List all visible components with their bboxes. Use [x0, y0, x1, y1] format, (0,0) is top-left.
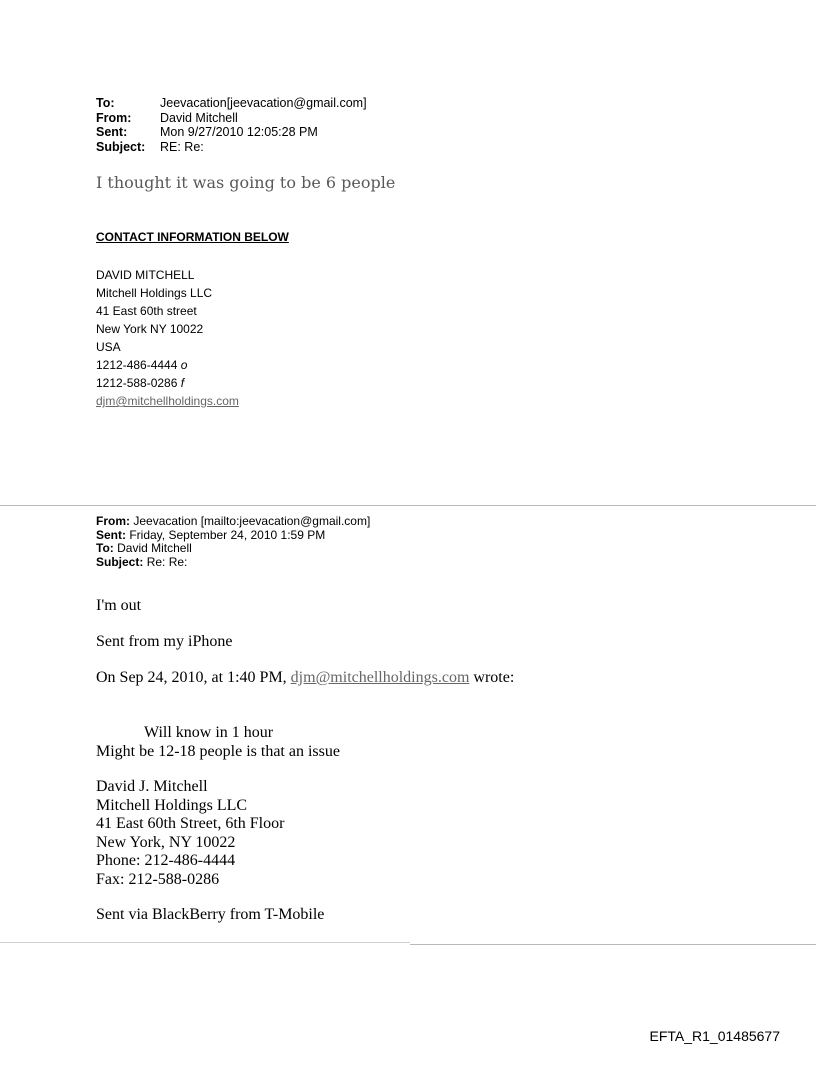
quote-email-link[interactable]: djm@mitchellholdings.com [290, 669, 470, 686]
quoted-line-1: Will know in 1 hour [144, 724, 274, 741]
sig-city: New York, NY 10022 [96, 833, 236, 851]
contact-fax-suffix: f [180, 376, 185, 390]
fwd-subject-label: Subject: [96, 554, 144, 569]
sent-label: Sent: [96, 125, 128, 139]
contact-phone-line [96, 356, 239, 374]
sig-phone: Phone: 212-486-4444 [96, 852, 236, 869]
fwd-to-value: David Mitchell [117, 541, 192, 555]
fwd-sent-value: Friday, September 24, 2010 1:59 PM [129, 527, 326, 542]
contact-street: 41 East 60th street [96, 304, 197, 318]
reply-line-2: Sent from my iPhone [96, 633, 233, 650]
subject-label: Subject: [96, 139, 146, 154]
contact-fax-line [96, 374, 239, 392]
contact-title: CONTACT INFORMATION BELOW [96, 230, 289, 244]
to-label: To: [96, 96, 115, 110]
sig-fax: Fax: 212-588-0286 [96, 870, 220, 888]
sent-via: Sent via BlackBerry from T-Mobile [96, 906, 325, 923]
contact-name: DAVID MITCHELL [96, 268, 195, 282]
divider [0, 505, 816, 506]
divider-bottom-right [410, 944, 816, 945]
quote-suffix: wrote: [469, 669, 515, 686]
fwd-subject-value: Re: Re: [146, 554, 188, 569]
quoted-message [96, 724, 340, 761]
to-value: Jeevacation[jeevacation@gmail.com] [160, 96, 367, 110]
header-sent-row [96, 125, 367, 140]
fwd-subject-row [96, 556, 370, 570]
header-to-row [96, 96, 367, 111]
from-label: From: [96, 110, 132, 125]
fwd-sent-label: Sent: [96, 527, 126, 542]
subject-value: RE: Re: [160, 139, 204, 154]
email-header [96, 96, 367, 154]
fwd-sent-row [96, 529, 370, 543]
fwd-to-row [96, 542, 370, 556]
quote-intro [96, 669, 514, 687]
contact-phone: 1212-486-4444 [96, 358, 178, 372]
sent-value: Mon 9/27/2010 12:05:28 PM [160, 125, 318, 139]
forwarded-header [96, 515, 370, 569]
contact-company: Mitchell Holdings LLC [96, 286, 213, 300]
sig-street: 41 East 60th Street, 6th Floor [96, 815, 285, 832]
contact-city: New York NY 10022 [96, 322, 204, 336]
contact-fax: 1212-588-0286 [96, 376, 178, 390]
sig-company: Mitchell Holdings LLC [96, 796, 248, 814]
contact-email-line [96, 392, 239, 410]
from-value: David Mitchell [160, 110, 238, 125]
header-subject-row [96, 140, 367, 155]
fwd-from-label: From: [96, 514, 130, 528]
quote-prefix: On Sep 24, 2010, at 1:40 PM, [96, 669, 291, 686]
contact-country: USA [96, 340, 121, 354]
quoted-signature [96, 778, 284, 889]
reply-line-1: I'm out [96, 597, 142, 614]
fwd-from-row [96, 515, 370, 529]
email-body-text: I thought it was going to be 6 people [96, 173, 396, 192]
contact-phone-suffix: o [180, 358, 188, 372]
quoted-line-2: Might be 12-18 people is that an issue [96, 742, 340, 760]
sig-name: David J. Mitchell [96, 778, 208, 795]
contact-email-link[interactable]: djm@mitchellholdings.com [96, 394, 239, 408]
contact-block [96, 266, 239, 410]
document-id: EFTA_R1_01485677 [649, 1028, 780, 1044]
divider-bottom-left [0, 942, 410, 943]
fwd-from-value: Jeevacation [mailto:jeevacation@gmail.com] [133, 514, 371, 528]
header-from-row [96, 111, 367, 126]
fwd-to-label: To: [96, 541, 114, 555]
